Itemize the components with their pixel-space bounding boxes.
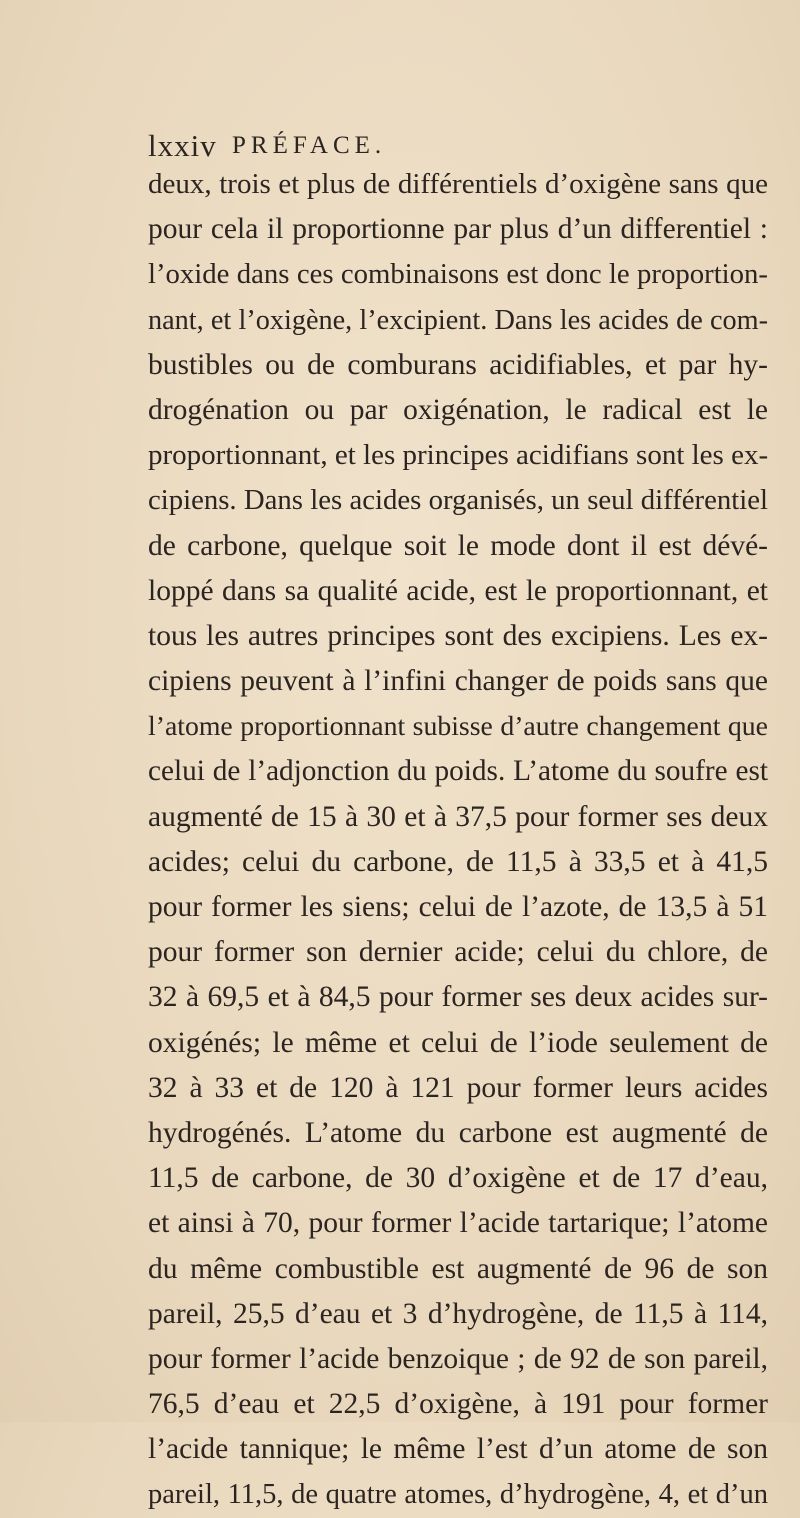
- text-line: proportionnant, et les principes acidifians sont les ex-: [148, 439, 769, 472]
- page-number: lxxiv: [148, 128, 217, 163]
- text-line: pour former les siens; celui de l’azote, de 13,5 à 51: [148, 891, 768, 923]
- text-line: cipiens peuvent à l’infini changer de poids sans que: [148, 665, 768, 698]
- text-line: acides; celui du carbone, de 11,5 à 33,5 et à 41,5: [148, 845, 768, 878]
- text-line: loppé dans sa qualité acide, est le proportionnant, et: [148, 574, 768, 607]
- text-line: 76,5 d’eau et 22,5 d’oxigène, à 191 pour former: [148, 1388, 768, 1421]
- text-line: l’oxide dans ces combinaisons est donc le proportion-: [148, 258, 768, 291]
- text-line: du même combustible est augmenté de 96 de son: [148, 1252, 768, 1285]
- text-line: pareil, 11,5, de quatre atomes, d’hydrogène, 4, et d’un: [148, 1479, 768, 1511]
- text-line: deux, trois et plus de différentiels d’oxigène sans que: [148, 168, 768, 200]
- text-line: drogénation ou par oxigénation, le radical est le: [148, 393, 768, 426]
- text-line: 32 à 33 et de 120 à 121 pour former leurs acides: [148, 1071, 768, 1104]
- text-line: pour former son dernier acide; celui du chlore, de: [148, 936, 768, 969]
- text-line: cipiens. Dans les acides organisés, un seul différentiel: [148, 484, 768, 517]
- text-line: hydrogénés. L’atome du carbone est augmenté de: [148, 1116, 768, 1149]
- text-line: nant, et l’oxigène, l’excipient. Dans les acides de com-: [148, 304, 768, 336]
- text-line: augmenté de 15 à 30 et à 37,5 pour former ses deux: [148, 800, 768, 833]
- text-line: pour former l’acide benzoique ; de 92 de son pareil,: [148, 1342, 768, 1375]
- text-line: et ainsi à 70, pour former l’acide tartarique; l’atome: [148, 1207, 768, 1240]
- text-line: pareil, 25,5 d’eau et 3 d’hydrogène, de 11,5 à 114,: [148, 1297, 768, 1330]
- text-line: 11,5 de carbone, de 30 d’oxigène et de 17 d’eau,: [148, 1162, 768, 1195]
- text-line: de carbone, quelque soit le mode dont il est dévé-: [148, 529, 768, 562]
- text-line: tous les autres principes sont des excipiens. Les ex-: [148, 619, 768, 652]
- text-line: oxigénés; le même et celui de l’iode seulement de: [148, 1026, 768, 1059]
- text-line: l’atome proportionnant subisse d’autre changement que: [148, 711, 768, 743]
- text-line: pour cela il proportionne par plus d’un differentiel :: [148, 213, 768, 246]
- text-line: celui de l’adjonction du poids. L’atome du soufre est: [148, 755, 768, 788]
- body-text: [148, 162, 768, 1518]
- text-line: l’acide tannique; le même l’est d’un atome de son: [148, 1433, 768, 1466]
- running-title: PRÉFACE.: [232, 132, 387, 159]
- text-line: 32 à 69,5 et à 84,5 pour former ses deux acides sur-: [148, 981, 768, 1014]
- text-line: bustibles ou de comburans acidifiables, et par hy-: [148, 348, 768, 381]
